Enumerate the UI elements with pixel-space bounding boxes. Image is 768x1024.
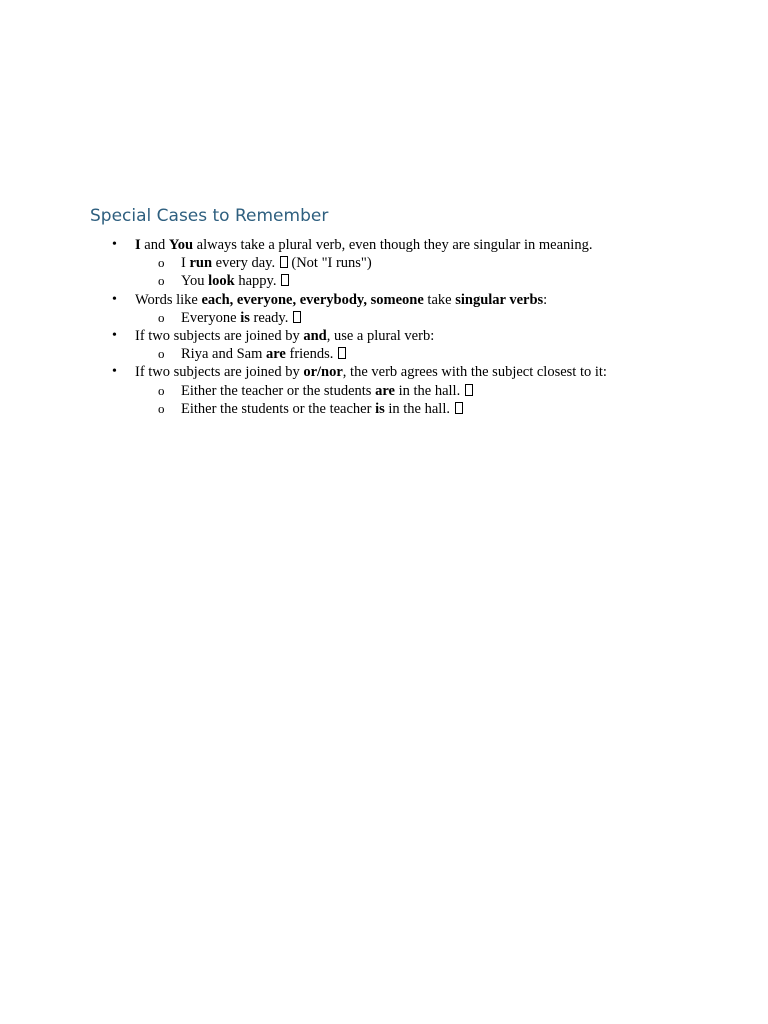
text-run: Words like xyxy=(135,291,202,308)
checkmark-icon xyxy=(455,402,463,414)
bold-text: is xyxy=(240,309,250,326)
text-run: and xyxy=(140,237,169,253)
sub-bullet-icon: o xyxy=(158,273,165,289)
example-item xyxy=(0,382,768,400)
list-item xyxy=(0,236,768,254)
text-run: in the hall. xyxy=(384,400,454,417)
text-run: If two subjects are joined by xyxy=(135,364,304,381)
example-text xyxy=(181,382,473,400)
bold-text: I xyxy=(135,237,141,253)
example-item xyxy=(0,400,768,418)
text-run: in the hall. xyxy=(394,382,464,399)
checkmark-icon xyxy=(293,311,301,323)
text-run: You xyxy=(181,273,209,290)
example-text xyxy=(181,309,301,327)
list-item-text xyxy=(135,363,607,381)
sub-bullet-icon: o xyxy=(158,400,165,416)
bullet-icon: • xyxy=(112,364,117,380)
checkmark-icon xyxy=(280,256,288,268)
text-run: take xyxy=(423,291,456,308)
text-run: , use a plural verb: xyxy=(326,327,435,344)
list-item-text xyxy=(135,291,547,309)
bold-text: is xyxy=(375,400,385,417)
text-run: friends. xyxy=(285,346,337,363)
text-run: Either the students or the teacher xyxy=(181,400,376,417)
text-run: : xyxy=(543,291,548,308)
example-text xyxy=(181,345,346,363)
sub-bullet-icon: o xyxy=(158,309,165,325)
rules-list xyxy=(0,236,768,418)
bold-text: You xyxy=(168,237,194,253)
bullet-icon: • xyxy=(112,327,117,343)
list-item-text xyxy=(135,327,434,345)
text-run: Everyone xyxy=(181,309,241,326)
text-run: If two subjects are joined by xyxy=(135,327,304,344)
bold-text: run xyxy=(189,255,213,272)
text-run: every day. xyxy=(212,255,279,272)
example-text xyxy=(181,272,289,290)
list-item xyxy=(0,291,768,309)
list-item xyxy=(0,363,768,381)
text-run: I xyxy=(181,255,190,272)
example-text xyxy=(181,254,372,272)
bold-text: look xyxy=(208,273,235,290)
checkmark-icon xyxy=(465,384,473,396)
sub-bullet-icon: o xyxy=(158,382,165,398)
bold-text: singular verbs xyxy=(455,291,544,308)
text-run: ready. xyxy=(249,309,292,326)
sub-bullet-icon: o xyxy=(158,346,165,362)
bold-text: are xyxy=(375,382,395,399)
checkmark-icon xyxy=(338,347,346,359)
text-run: , the verb agrees with the subject closest to it: xyxy=(342,364,607,381)
example-note: (Not "I runs") xyxy=(287,255,372,272)
bold-text: or/nor xyxy=(303,364,343,381)
list-item-text xyxy=(135,236,592,254)
list-item xyxy=(0,327,768,345)
text-run: Riya and Sam xyxy=(181,346,266,363)
sub-bullet-icon: o xyxy=(158,255,165,271)
bold-text: each, everyone, everybody, someone xyxy=(201,291,424,308)
text-run: happy. xyxy=(234,273,281,290)
bullet-icon: • xyxy=(112,237,117,252)
bold-text: are xyxy=(265,346,286,363)
example-item xyxy=(0,309,768,327)
checkmark-icon xyxy=(281,274,289,286)
example-item xyxy=(0,345,768,363)
text-run: Either the teacher or the students xyxy=(181,382,376,399)
text-run: always take a plural verb, even though they are singular in meaning. xyxy=(193,237,593,253)
example-text xyxy=(181,400,463,418)
bold-text: and xyxy=(303,327,327,344)
bullet-icon: • xyxy=(112,291,117,307)
example-item xyxy=(0,272,768,290)
example-item xyxy=(0,254,768,272)
section-heading: Special Cases to Remember xyxy=(90,206,329,226)
